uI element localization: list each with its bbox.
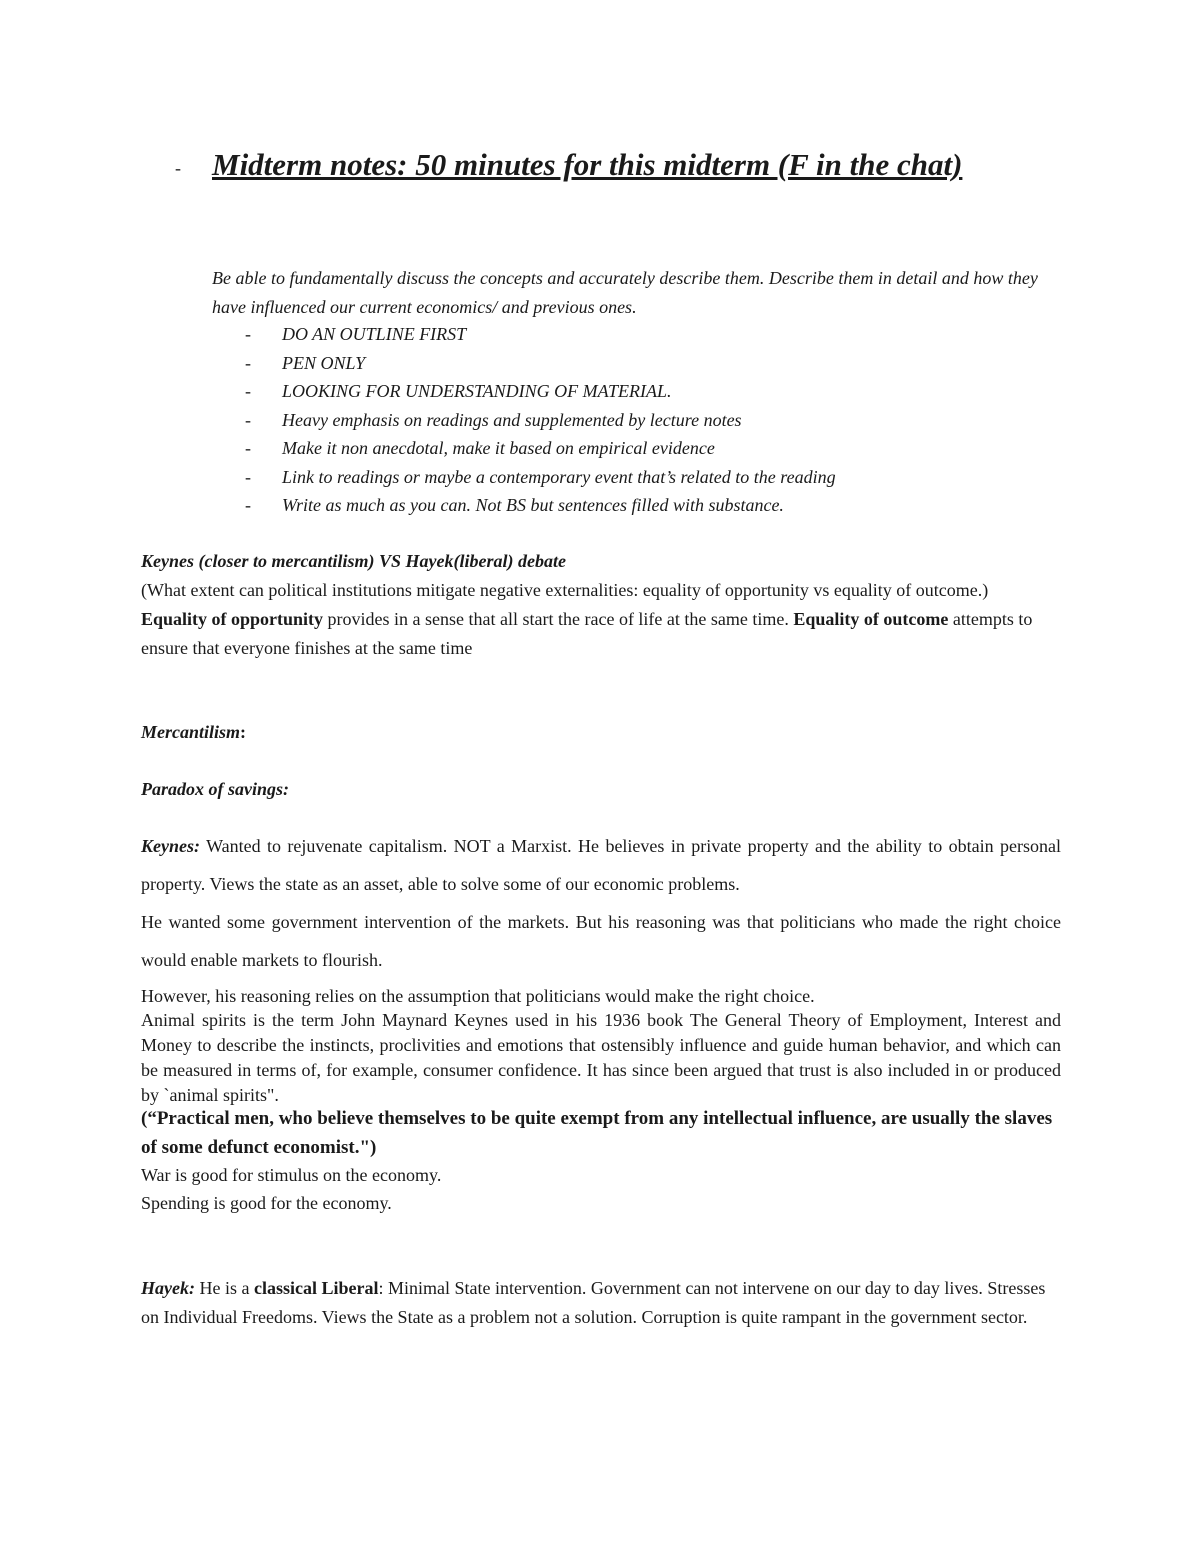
list-item-text: Make it non anecdotal, make it based on empirical evidence	[282, 438, 715, 458]
equality-opportunity-term: Equality of opportunity	[141, 609, 324, 629]
keynes-quote: (“Practical men, who believe themselves to be quite exempt from any intellectual influence, are usually the slaves of some defunct economist.")	[141, 1108, 1053, 1158]
page-title: Midterm notes: 50 minutes for this midterm (F in the chat)	[212, 147, 963, 182]
list-item	[245, 406, 836, 435]
list-item-text: Link to readings or maybe a contemporary event that’s related to the reading	[282, 466, 836, 487]
bullet-dash: -	[245, 438, 251, 458]
bullet-dash: -	[245, 352, 251, 373]
intro-paragraph: Be able to fundamentally discuss the concepts and accurately describe them. Describe them in detail and how they have influenced our current economics/ and previous ones.	[212, 268, 1038, 317]
list-item	[245, 434, 836, 463]
mercantilism-heading	[141, 718, 1061, 747]
keynes-label: Keynes:	[141, 836, 200, 856]
list-item	[245, 491, 836, 520]
keynes-war-line: War is good for stimulus on the economy.	[141, 1165, 442, 1185]
debate-heading: Keynes (closer to mercantilism) VS Hayek(liberal) debate	[141, 551, 566, 571]
bullet-dash: -	[245, 409, 251, 430]
hayek-label: Hayek:	[141, 1278, 195, 1298]
debate-question: (What extent can political institutions mitigate negative externalities: equality of opportunity vs equality of outcome.)	[141, 580, 989, 600]
mercantilism-heading-text: Mercantilism	[141, 722, 241, 742]
keynes-intervention-paragraph: He wanted some government intervention of the markets. But his reasoning was that politicians who made the right choice would enable markets to flourish.	[141, 912, 1061, 970]
hayek-classical-liberal-term: classical Liberal	[253, 1278, 379, 1298]
equality-outcome-text: attempts to ensure that everyone finishes at the same time	[141, 609, 1033, 658]
list-item-text: Heavy emphasis on readings and supplemented by lecture notes	[282, 409, 742, 430]
keynes-spending-line: Spending is good for the economy.	[141, 1193, 392, 1213]
bullet-dash: -	[245, 324, 251, 344]
hayek-text-b: : Minimal State intervention. Government can not intervene on our day to day lives. Stresses on Individual Freedoms. Views the State as a problem not a solution. Corruption is quite rampant in the government sector.	[141, 1278, 1046, 1327]
paradox-heading: Paradox of savings:	[141, 779, 289, 799]
keynes-assumption-line: However, his reasoning relies on the assumption that politicians would make the right choice.	[141, 986, 815, 1006]
list-item	[245, 463, 836, 492]
bullet-dash: -	[245, 495, 251, 515]
list-item	[245, 320, 836, 349]
animal-spirits-paragraph: Animal spirits is the term John Maynard Keynes used in his 1936 book The General Theory of Employment, Interest and Money to describe the instincts, proclivities and emotions that ostensibly influence and guide human behavior, and which can be measured in terms of, for example, consumer confidence. It has since been argued that trust is also included in or produced by `animal spirits".	[141, 1010, 1061, 1105]
instruction-list	[245, 320, 836, 520]
equality-outcome-term: Equality of outcome	[793, 609, 949, 629]
title-bullet-dash: -	[175, 158, 181, 178]
list-item	[245, 377, 836, 406]
list-item-text: PEN ONLY	[282, 352, 366, 373]
keynes-paragraph	[141, 827, 1061, 903]
equality-opportunity-text: provides in a sense that all start the race of life at the same time.	[323, 609, 794, 629]
hayek-paragraph	[141, 1274, 1061, 1332]
debate-section	[141, 547, 1061, 663]
bullet-dash: -	[245, 466, 251, 487]
list-item	[245, 349, 836, 378]
list-item-text: DO AN OUTLINE FIRST	[282, 324, 467, 344]
list-item-text: Write as much as you can. Not BS but sentences filled with substance.	[282, 495, 784, 515]
hayek-text-a: He is a	[194, 1278, 254, 1298]
bullet-dash: -	[245, 381, 251, 401]
equality-definitions	[141, 605, 1061, 663]
mercantilism-colon: :	[240, 722, 247, 742]
list-item-text: LOOKING FOR UNDERSTANDING OF MATERIAL.	[282, 381, 672, 401]
keynes-para1: Wanted to rejuvenate capitalism. NOT a Marxist. He believes in private property and the ability to obtain personal property. Views the state as an asset, able to solve some of our economic problems.	[141, 836, 1061, 894]
